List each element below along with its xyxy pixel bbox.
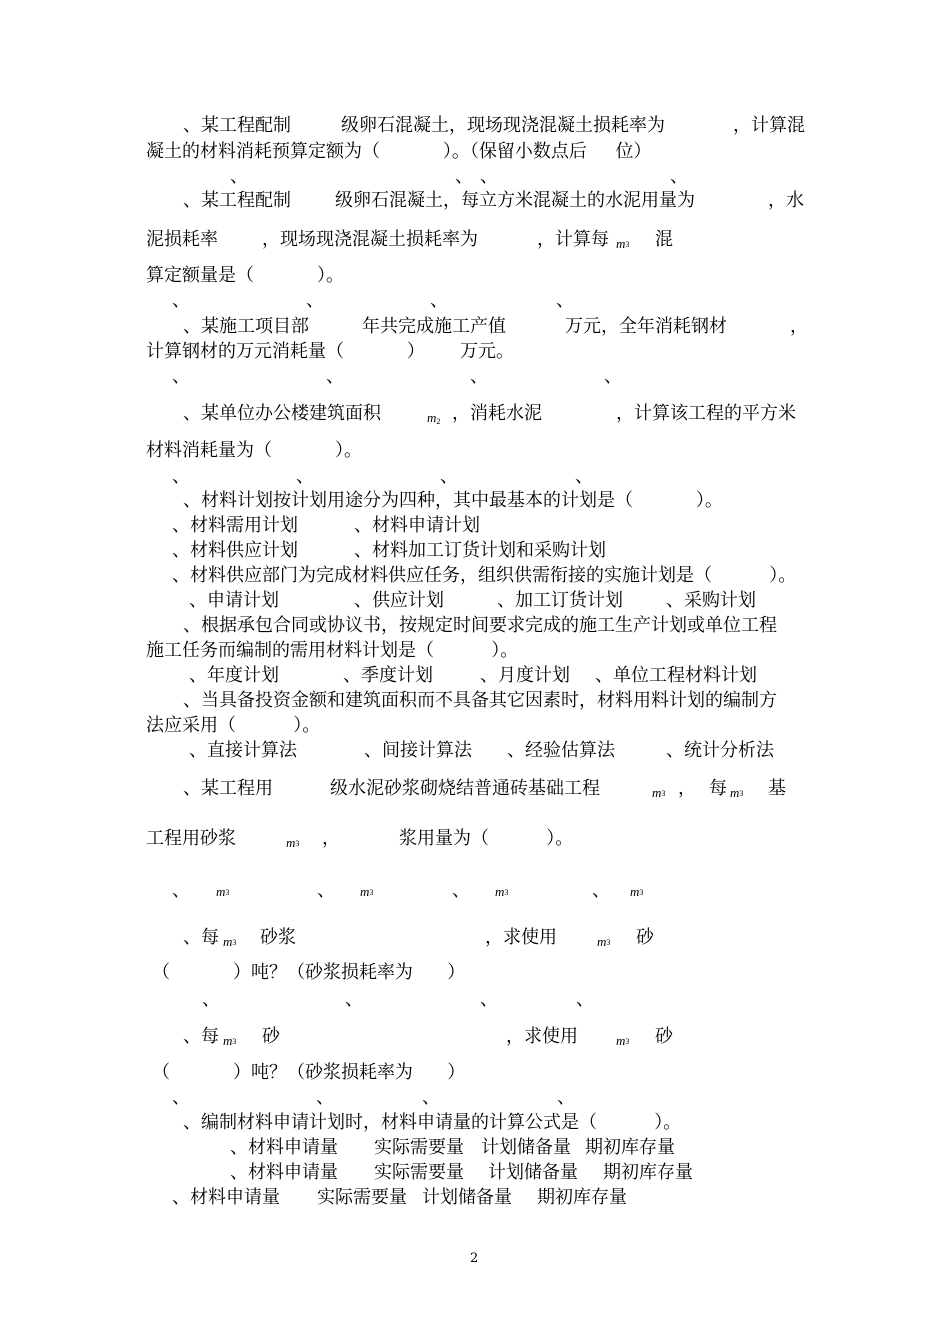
q11-unit-a: $m^3$: [223, 1033, 237, 1048]
q1-option-c: 、: [480, 166, 498, 187]
q8-option-c: 、经验估算法: [507, 740, 615, 761]
q8-option-b: 、间接计算法: [364, 740, 472, 761]
q10-unit-a: $m^3$: [223, 934, 237, 949]
q12-option-b-1: 、材料申请量: [230, 1162, 338, 1183]
q9-text-d: 每: [709, 778, 727, 799]
q9-option-c-unit: $m^3$: [495, 884, 509, 899]
q11-text-a: 、每: [183, 1026, 219, 1047]
q7-option-b: 、季度计划: [343, 665, 433, 686]
q3-text-b: 年共完成施工产值: [362, 316, 506, 337]
q9-option-d-unit: $m^3$: [630, 884, 644, 899]
q9-option-b-unit: $m^3$: [360, 884, 374, 899]
q7-stem-2: 施工任务而编制的需用材料计划是（ ）。: [146, 640, 519, 661]
q2-text-g: 混: [655, 229, 673, 250]
q6-option-d: 、采购计划: [666, 590, 756, 611]
q12-option-c-2: 实际需要量: [317, 1187, 407, 1208]
q12-stem: 、编制材料申请计划时，材料申请量的计算公式是（ ）。: [183, 1112, 682, 1133]
q8-stem-2: 法应采用（ ）。: [146, 715, 321, 736]
q2-option-d: 、: [556, 290, 574, 311]
q4-option-c: 、: [440, 466, 458, 487]
q10-text-b: 砂浆: [260, 927, 296, 948]
q12-option-b-3: 计划储备量: [488, 1162, 578, 1183]
q2-text-d: 泥损耗率: [146, 229, 218, 250]
q10-unit-b: $m^3$: [597, 934, 611, 949]
q6-stem: 、材料供应部门为完成材料供应任务，组织供需衔接的实施计划是（ ）。: [172, 565, 797, 586]
q4-text-c: ，计算该工程的平方米: [616, 403, 796, 424]
q1-text-c: ，计算混: [733, 115, 805, 136]
q7-option-c: 、月度计划: [480, 665, 570, 686]
q6-option-c: 、加工订货计划: [497, 590, 623, 611]
q9-text-f: 工程用砂浆: [146, 828, 236, 849]
q11-line2: （ ）吨？（砂浆损耗率为 ）: [152, 1062, 466, 1083]
q6-option-a: 、申请计划: [189, 590, 279, 611]
q4-option-d: 、: [575, 466, 593, 487]
q10-option-a: 、: [202, 989, 220, 1010]
q12-option-a-4: 期初库存量: [585, 1137, 675, 1158]
q1-text-b: 级卵石混凝土，现场现浇混凝土损耗率为: [341, 115, 665, 136]
q8-option-a: 、直接计算法: [189, 740, 297, 761]
q2-option-b: 、: [306, 290, 324, 311]
q1-line2: 凝土的材料消耗预算定额为（ ）。（保留小数点后 位）: [146, 141, 652, 162]
q1-option-d: 、: [670, 166, 688, 187]
q12-option-a-3: 计划储备量: [481, 1137, 571, 1158]
q9-option-a: 、: [172, 880, 190, 901]
q12-option-c-1: 、材料申请量: [172, 1187, 280, 1208]
q9-unit-c: $m^3$: [286, 835, 300, 850]
q1-option-b: 、: [455, 166, 473, 187]
q12-option-c-4: 期初库存量: [537, 1187, 627, 1208]
q12-option-a-2: 实际需要量: [374, 1137, 464, 1158]
q9-option-a-unit: $m^3$: [216, 884, 230, 899]
q11-option-c: 、: [422, 1087, 440, 1108]
q2-text-c: ，水: [768, 190, 804, 211]
q9-option-d: 、: [592, 880, 610, 901]
q7-stem-1: 、根据承包合同或协议书，按规定时间要求完成的施工生产计划或单位工程: [183, 615, 777, 636]
q3-text-d: ，: [790, 316, 808, 337]
q12-option-b-4: 期初库存量: [603, 1162, 693, 1183]
q12-option-a-1: 、材料申请量: [230, 1137, 338, 1158]
q2-option-a: 、: [172, 290, 190, 311]
q2-text-b: 级卵石混凝土，每立方米混凝土的水泥用量为: [335, 190, 695, 211]
q3-option-d: 、: [604, 366, 622, 387]
q3-text-c: 万元，全年消耗钢材: [565, 316, 727, 337]
q11-text-c: ，求使用: [506, 1026, 578, 1047]
q11-option-b: 、: [316, 1087, 334, 1108]
q3-option-c: 、: [470, 366, 488, 387]
q5-option-a: 、材料需用计划: [172, 515, 298, 536]
q11-option-d: 、: [557, 1087, 575, 1108]
q3-text-a: 、某施工项目部: [183, 316, 309, 337]
page-number: 2: [470, 1251, 479, 1266]
q2-text-f: ，计算每: [537, 229, 609, 250]
q10-option-b: 、: [345, 989, 363, 1010]
q9-text-a: 、某工程用: [183, 778, 273, 799]
q2-unit: $m^3$: [616, 236, 630, 251]
q9-unit-a: $m^3$: [652, 785, 666, 800]
q3-option-a: 、: [172, 366, 190, 387]
q9-text-g: ，: [322, 828, 340, 849]
q2-line3: 算定额量是（ ）。: [146, 265, 344, 286]
q4-text-b: ，消耗水泥: [452, 403, 542, 424]
q5-option-d: 、材料加工订货计划和采购计划: [354, 540, 606, 561]
q11-text-d: 砂: [655, 1026, 673, 1047]
q3-text-e: 计算钢材的万元消耗量（ ）: [146, 341, 425, 362]
q9-option-b: 、: [317, 880, 335, 901]
q4-text-a: 、某单位办公楼建筑面积: [183, 403, 381, 424]
q10-line2: （ ）吨？（砂浆损耗率为 ）: [152, 962, 466, 983]
q5-option-b: 、材料申请计划: [354, 515, 480, 536]
q8-stem-1: 、当具备投资金额和建筑面积而不具备其它因素时，材料用料计划的编制方: [183, 690, 777, 711]
q10-text-d: 砂: [636, 927, 654, 948]
q10-option-d: 、: [576, 989, 594, 1010]
q9-text-c: ，: [678, 778, 696, 799]
q10-option-c: 、: [480, 989, 498, 1010]
q9-unit-b: $m^3$: [730, 785, 744, 800]
q2-option-c: 、: [430, 290, 448, 311]
q3-text-f: 万元。: [460, 341, 514, 362]
q2-text-a: 、某工程配制: [183, 190, 291, 211]
q9-text-h: 浆用量为（ ）。: [399, 828, 574, 849]
q11-text-b: 砂: [262, 1026, 280, 1047]
q4-unit: m2: [427, 410, 441, 426]
q10-text-a: 、每: [183, 927, 219, 948]
q5-option-c: 、材料供应计划: [172, 540, 298, 561]
q10-text-c: ，求使用: [485, 927, 557, 948]
q4-option-a: 、: [172, 466, 190, 487]
q9-text-e: 基: [768, 778, 786, 799]
q5-stem: 、材料计划按计划用途分为四种，其中最基本的计划是（ ）。: [183, 490, 723, 511]
q4-option-b: 、: [296, 466, 314, 487]
q9-text-b: 级水泥砂浆砌烧结普通砖基础工程: [330, 778, 600, 799]
q2-text-e: ，现场现浇混凝土损耗率为: [262, 229, 478, 250]
q7-option-d: 、单位工程材料计划: [595, 665, 757, 686]
q11-option-a: 、: [172, 1087, 190, 1108]
q1-option-a: 、: [230, 166, 248, 187]
q4-line2: 材料消耗量为（ ）。: [146, 440, 362, 461]
q9-option-c: 、: [452, 880, 470, 901]
q12-option-c-3: 计划储备量: [422, 1187, 512, 1208]
q3-option-b: 、: [326, 366, 344, 387]
q7-option-a: 、年度计划: [189, 665, 279, 686]
q6-option-b: 、供应计划: [354, 590, 444, 611]
q11-unit-b: $m^3$: [616, 1033, 630, 1048]
q12-option-b-2: 实际需要量: [374, 1162, 464, 1183]
q8-option-d: 、统计分析法: [666, 740, 774, 761]
q1-text-a: 、某工程配制: [183, 115, 291, 136]
